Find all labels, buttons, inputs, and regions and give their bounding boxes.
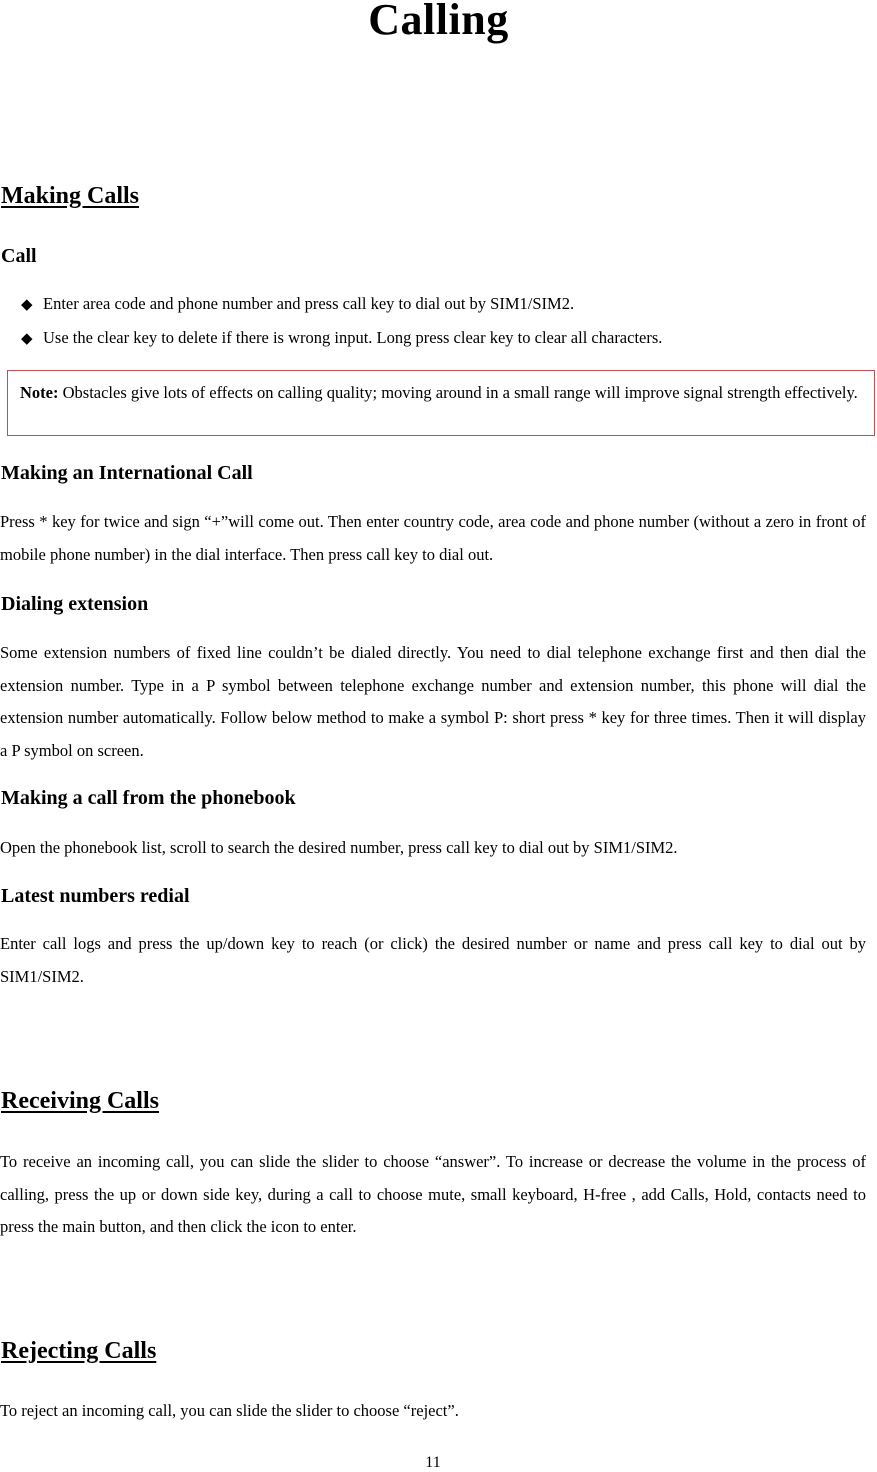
note-text: Obstacles give lots of effects on calling quality; moving around in a small range will improve signal strength effectively.	[58, 383, 858, 402]
heading-receiving-calls: Receiving Calls	[1, 1088, 159, 1114]
paragraph-latest-redial: Enter call logs and press the up/down key to reach (or click) the desired number or name and press call key to dial out by SIM1/SIM2.	[0, 934, 866, 986]
bullet-item	[21, 293, 574, 316]
page-title: Calling	[368, 0, 509, 44]
diamond-bullet-icon: ◆	[21, 331, 33, 347]
page-number: 11	[425, 1454, 441, 1471]
note-label: Note:	[20, 383, 59, 402]
heading-making-calls: Making Calls	[1, 183, 140, 209]
heading-phonebook-call: Making a call from the phonebook	[1, 787, 296, 809]
paragraph-receiving-calls: To receive an incoming call, you can slide the slider to choose “answer”. To increase or decrease the volume in the process of calling, press the up or down side key, during a call to choose mute, small keyboard, H-free , add Calls, Hold, contacts need to press the main button, and then click the icon to enter.	[0, 1152, 866, 1236]
bullet-text: Enter area code and phone number and press call key to dial out by SIM1/SIM2.	[43, 294, 575, 313]
heading-rejecting-calls: Rejecting Calls	[1, 1338, 157, 1364]
heading-international-call: Making an International Call	[1, 462, 253, 484]
bullet-item	[21, 327, 662, 350]
heading-dialing-extension: Dialing extension	[1, 593, 149, 615]
paragraph-rejecting-calls: To reject an incoming call, you can slide the slider to choose “reject”.	[0, 1401, 459, 1420]
paragraph-dialing-extension: Some extension numbers of fixed line couldn’t be dialed directly. You need to dial telephone exchange first and then dial the extension number. Type in a P symbol between telephone exchange number and extension number, this phone will dial the extension number automatically. Follow below method to make a symbol P: short press * key for three times. Then it will display a P symbol on screen.	[0, 643, 866, 760]
heading-call: Call	[1, 245, 37, 267]
bullet-text: Use the clear key to delete if there is wrong input. Long press clear key to clear all characters.	[43, 328, 663, 347]
note-box	[7, 370, 875, 436]
diamond-bullet-icon: ◆	[21, 297, 33, 313]
paragraph-international-call: Press * key for twice and sign “+”will come out. Then enter country code, area code and phone number (without a zero in front of mobile phone number) in the dial interface. Then press call key to dial out.	[0, 512, 866, 564]
paragraph-phonebook-call: Open the phonebook list, scroll to search the desired number, press call key to dial out by SIM1/SIM2.	[0, 838, 678, 857]
heading-latest-redial: Latest numbers redial	[1, 885, 190, 907]
